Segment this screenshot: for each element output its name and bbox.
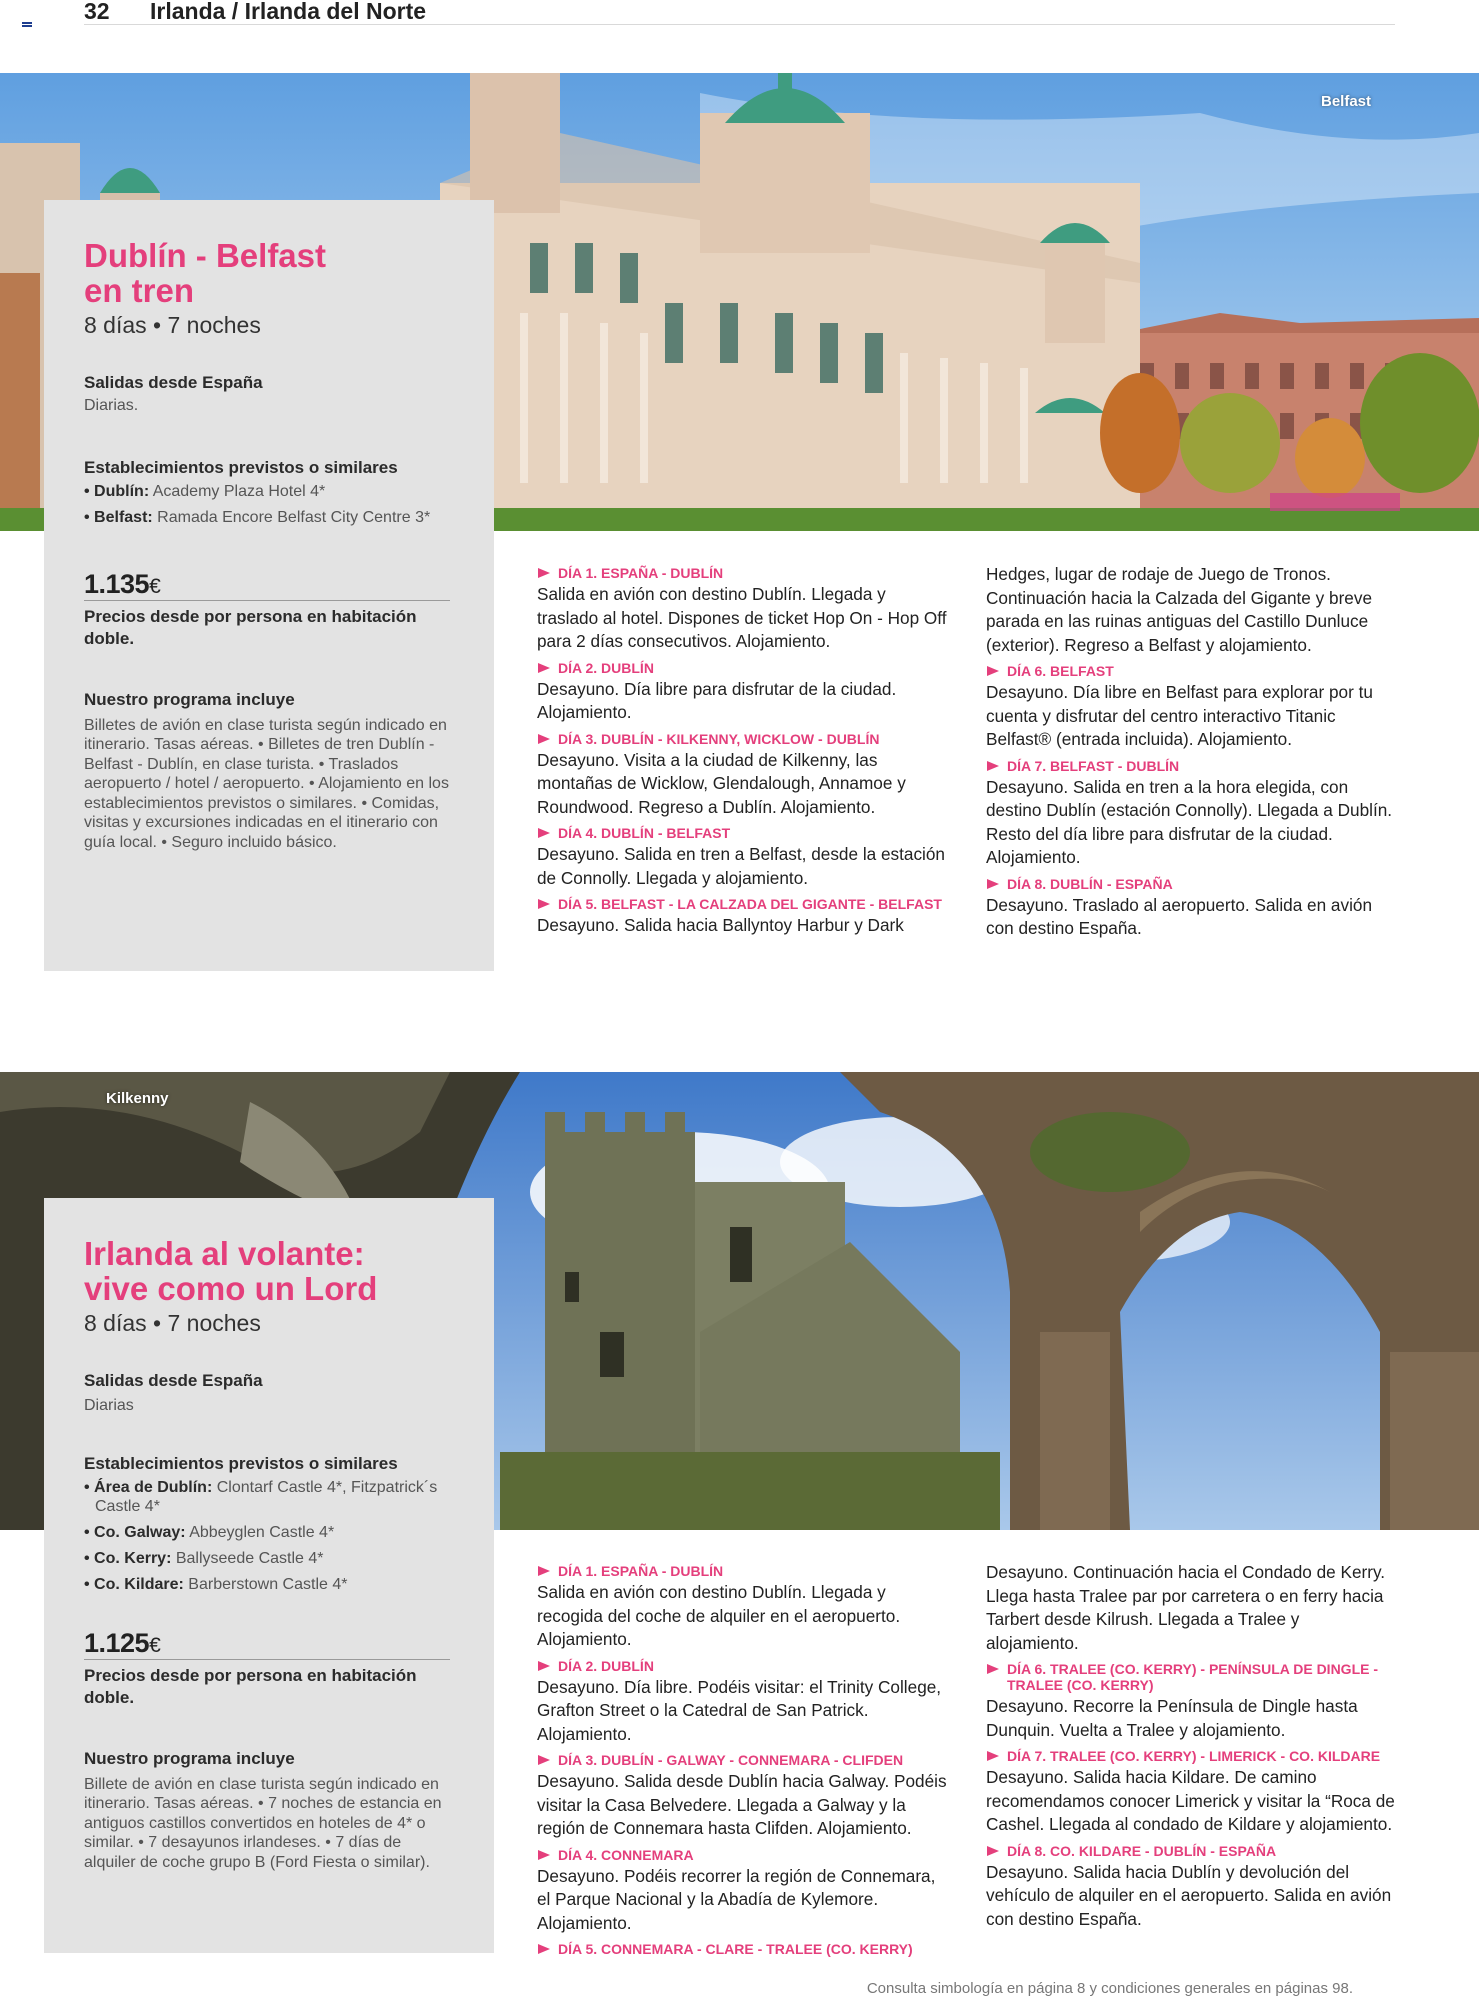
day-description: Desayuno. Podéis recorrer la región de Connemara, el Parque Nacional y la Abadía de Kylemore. Alojamiento. xyxy=(537,1865,936,1933)
tour-title xyxy=(84,1236,454,1306)
section-title: Irlanda / Irlanda del Norte xyxy=(150,0,427,24)
page-header xyxy=(0,0,1479,30)
day-description: Desayuno. Día libre. Podéis visitar: el Trinity College, Grafton Street o la Catedral de San Patrick. Alojamiento. xyxy=(537,1676,942,1744)
itinerary-column xyxy=(537,565,947,938)
day-description: Desayuno. Traslado al aeropuerto. Salida en avión con destino España. xyxy=(986,894,1373,938)
price-note: Precios desde por persona en habitación doble. xyxy=(84,1665,417,1707)
hotel-item: • Co. Kerry: Ballyseede Castle 4* xyxy=(84,1549,324,1567)
hotels-label: Establecimientos previstos o similares xyxy=(84,1453,398,1473)
day-description: Desayuno. Salida hacia Ballyntoy Harbur y Dark xyxy=(537,915,904,935)
day-heading: DÍA 4. CONNEMARA xyxy=(537,1847,947,1863)
day-heading: DÍA 7. BELFAST - DUBLÍN xyxy=(986,758,1396,774)
day-heading: DÍA 6. TRALEE (CO. KERRY) - PENÍNSULA DE DINGLE - TRALEE (CO. KERRY) xyxy=(986,1661,1396,1693)
day-heading: DÍA 8. CO. KILDARE - DUBLÍN - ESPAÑA xyxy=(986,1843,1396,1859)
photo-caption: Kilkenny xyxy=(106,1090,169,1107)
includes-text: Billete de avión en clase turista según indicado en itinerario. Tasas aéreas. • 7 noches de estancia en antiguos castillos convertidos en hoteles de 4* o similar. • 7 desayunos irlandeses. • 7 días de alquiler de coche grupo B (Ford Fiesta o similar). xyxy=(84,1775,442,1871)
tour-title xyxy=(84,238,454,308)
tour-title-line: en tren xyxy=(84,272,195,309)
tour-info-panel xyxy=(44,200,494,971)
day-description: Desayuno. Recorre la Península de Dingle hasta Dunquin. Vuelta a Tralee y alojamiento. xyxy=(986,1696,1358,1740)
hotel-item: • Co. Galway: Abbeyglen Castle 4* xyxy=(84,1523,335,1541)
day-heading: DÍA 1. ESPAÑA - DUBLÍN xyxy=(537,565,947,581)
day-heading: DÍA 6. BELFAST xyxy=(986,663,1396,679)
departures-label: Salidas desde España xyxy=(84,1371,263,1390)
day-description: Desayuno. Salida hacia Dublín y devolución del vehículo de alquiler en el aeropuerto. Salida en avión con destino España. xyxy=(986,1861,1392,1929)
tour-duration: 8 días • 7 noches xyxy=(84,312,261,338)
price-block xyxy=(84,1628,450,1660)
hotel-item: • Área de Dublín: Clontarf Castle 4*, Fitzpatrick´s Castle 4* xyxy=(84,1478,438,1515)
hotels-label: Establecimientos previstos o similares xyxy=(84,457,398,477)
day-description: Desayuno. Salida desde Dublín hacia Galway. Podéis visitar la Casa Belvedere. Llegada a Galway y la región de Connemara hasta Clifden. Alojamiento. xyxy=(537,1771,947,1838)
day-description: Desayuno. Visita a la ciudad de Kilkenny, las montañas de Wicklow, Glendalough, Annamoe y Roundwood. Regreso a Dublín. Alojamiento. xyxy=(537,749,906,817)
itinerary-column xyxy=(537,1563,947,1957)
price-currency: € xyxy=(149,1633,161,1657)
tour-title-line: Dublín - Belfast xyxy=(84,237,327,274)
day-description: Desayuno. Día libre en Belfast para explorar por tu cuenta y disfrutar del centro interactivo Titanic Belfast® (entrada incluida). Alojamiento. xyxy=(986,682,1373,749)
day-description: Desayuno. Continuación hacia el Condado de Kerry. Llega hasta Tralee par por carretera o en ferry hacia Tarbert desde Kilrush. Llegada a Tralee y alojamiento. xyxy=(986,1562,1386,1653)
hotel-item: • Dublín: Academy Plaza Hotel 4* xyxy=(84,482,326,500)
tour-title-line: Irlanda al volante: xyxy=(84,1235,365,1272)
tour-info-panel xyxy=(44,1198,494,1953)
day-description: Desayuno. Día libre para disfrutar de la ciudad. Alojamiento. xyxy=(537,678,897,722)
page-number: 32 xyxy=(84,0,110,24)
hotel-item: • Belfast: Ramada Encore Belfast City Centre 3* xyxy=(84,508,431,526)
footer-note: Consulta simbología en página 8 y condiciones generales en páginas 98. xyxy=(866,1980,1353,1997)
includes-label: Nuestro programa incluye xyxy=(84,689,295,709)
departures-value: Diarias xyxy=(84,1397,134,1414)
price-note: Precios desde por persona en habitación doble. xyxy=(84,606,417,648)
day-description: Hedges, lugar de rodaje de Juego de Tronos. Continuación hacia la Calzada del Gigante y breve parada en las ruinas antiguas del Castillo Dunluce (exterior). Regreso a Belfast y alojamiento. xyxy=(986,564,1373,655)
day-heading: DÍA 3. DUBLÍN - KILKENNY, WICKLOW - DUBLÍN xyxy=(537,731,947,747)
day-heading: DÍA 3. DUBLÍN - GALWAY - CONNEMARA - CLIFDEN xyxy=(537,1752,947,1768)
photo-caption: Belfast xyxy=(1321,93,1372,110)
header-divider xyxy=(84,24,1395,25)
day-description: Salida en avión con destino Dublín. Llegada y traslado al hotel. Dispones de ticket Hop On - Hop Off para 2 días consecutivos. Alojamiento. xyxy=(537,584,947,651)
day-description: Desayuno. Salida en tren a la hora elegida, con destino Dublín (estación Connolly). Llegada a Dublín. Resto del día libre para disfrutar de la ciudad. Alojamiento. xyxy=(986,776,1393,867)
departures-label: Salidas desde España xyxy=(84,373,263,392)
tour-title-line: vive como un Lord xyxy=(84,1270,378,1307)
departures-value: Diarias. xyxy=(84,397,139,414)
day-heading: DÍA 7. TRALEE (CO. KERRY) - LIMERICK - CO. KILDARE xyxy=(986,1748,1396,1764)
hotel-item: • Co. Kildare: Barberstown Castle 4* xyxy=(84,1575,348,1593)
day-description: Desayuno. Salida hacia Kildare. De camino recomendamos conocer Limerick y visitar la “Roca de Cashel. Llegada al condado de Kildare y alojamiento. xyxy=(986,1767,1395,1834)
flag-icon xyxy=(22,22,32,30)
day-heading: DÍA 4. DUBLÍN - BELFAST xyxy=(537,825,947,841)
day-heading: DÍA 2. DUBLÍN xyxy=(537,1658,947,1674)
price-block xyxy=(84,569,450,601)
day-heading: DÍA 8. DUBLÍN - ESPAÑA xyxy=(986,876,1396,892)
itinerary-column xyxy=(986,1561,1396,1931)
itinerary-column xyxy=(986,563,1396,941)
day-heading: DÍA 5. CONNEMARA - CLARE - TRALEE (CO. KERRY) xyxy=(537,1941,947,1957)
price-amount: 1.125 xyxy=(84,1627,150,1658)
price-amount: 1.135 xyxy=(84,568,150,599)
day-heading: DÍA 2. DUBLÍN xyxy=(537,660,947,676)
day-heading: DÍA 5. BELFAST - LA CALZADA DEL GIGANTE - BELFAST xyxy=(537,896,947,912)
includes-label: Nuestro programa incluye xyxy=(84,1748,295,1768)
day-heading: DÍA 1. ESPAÑA - DUBLÍN xyxy=(537,1563,947,1579)
includes-text: Billetes de avión en clase turista según indicado en itinerario. Tasas aéreas. • Billetes de tren Dublín - Belfast - Dublín, en clase turista. • Traslados aeropuerto / hotel / aeropuerto. • Alojamiento en los establecimientos previstos o similares. • Comidas, visitas y excursiones indicadas en el itinerario con guía local. • Seguro incluido básico. xyxy=(84,716,449,851)
day-description: Salida en avión con destino Dublín. Llegada y recogida del coche de alquiler en el aeropuerto. Alojamiento. xyxy=(537,1582,901,1649)
day-description: Desayuno. Salida en tren a Belfast, desde la estación de Connolly. Llegada y alojamiento. xyxy=(537,844,945,888)
tour-duration: 8 días • 7 noches xyxy=(84,1310,261,1336)
price-currency: € xyxy=(149,574,161,598)
